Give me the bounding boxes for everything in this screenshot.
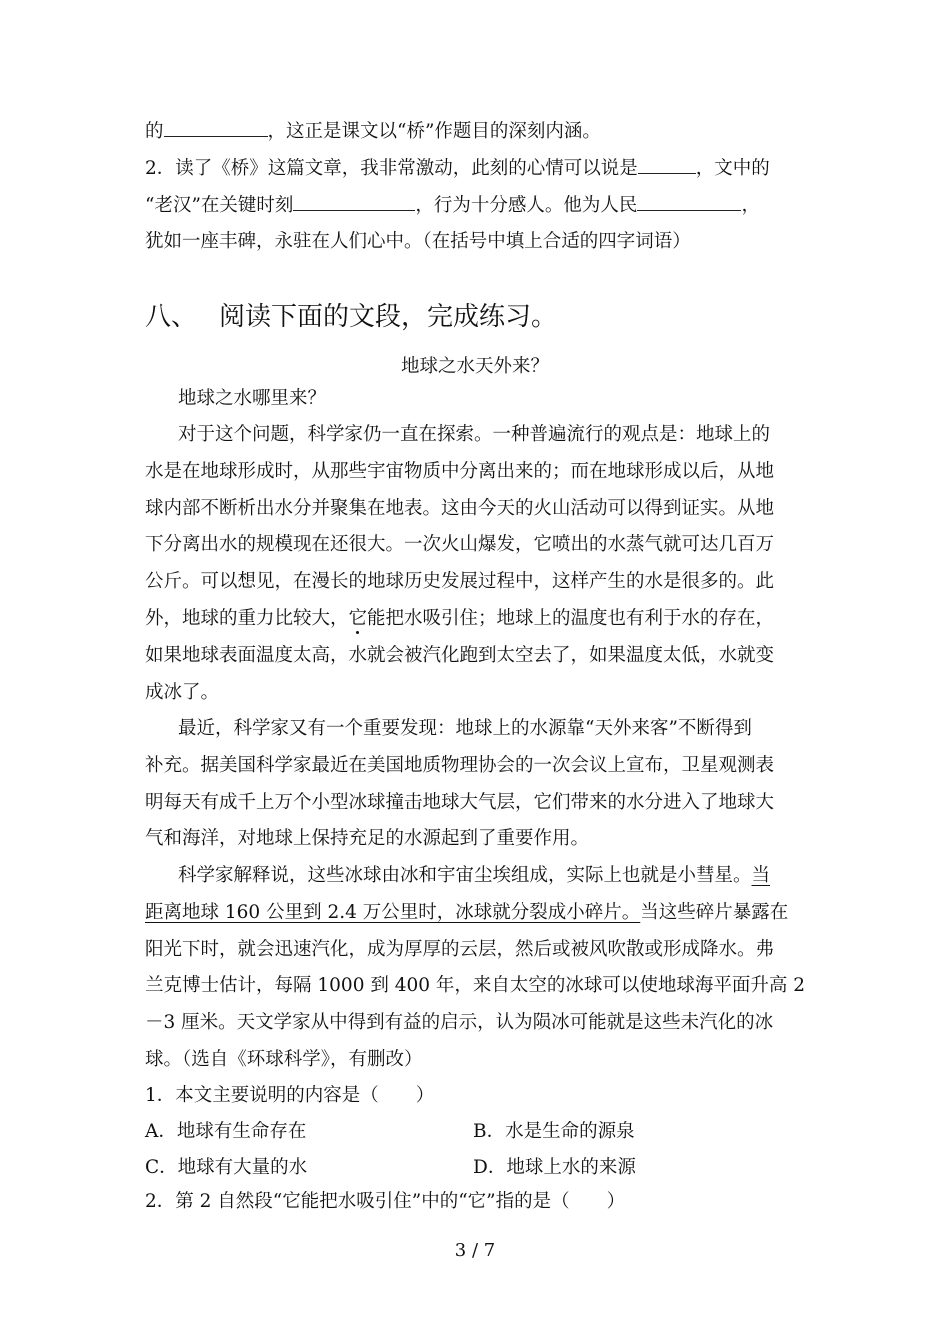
passage-title: 地球之水天外来？	[400, 356, 549, 377]
answer-blank[interactable]	[638, 155, 696, 174]
paragraph-line: 对于这个问题，科学家仍一直在探索。一种普遍流行的观点是：地球上的	[178, 424, 771, 445]
text-line: 犹如一座丰碑，永驻在人们心中。（在括号中填上合适的四字词语）	[145, 231, 691, 252]
question-1-options-row	[145, 1155, 765, 1181]
answer-blank[interactable]	[637, 192, 741, 211]
option-d[interactable]: D．地球上水的来源	[473, 1157, 636, 1178]
option-c[interactable]: C．地球有大量的水	[145, 1157, 308, 1178]
underlined-sentence: 距离地球 160 公里到 2.4 万公里时，冰球就分裂成小碎片。	[145, 902, 641, 923]
paragraph-line: 明每天有成千上万个小型冰球撞击地球大气层，它们带来的水分进入了地球大	[145, 792, 775, 813]
question-1: 1．本文主要说明的内容是（ ）	[145, 1085, 435, 1106]
paragraph-line: 球。（选自《环球科学》，有删改）	[145, 1049, 423, 1070]
emphasis-mark: 它	[348, 608, 368, 629]
paragraph-line: 补充。据美国科学家最近在美国地质物理协会的一次会议上宣布，卫星观测表	[145, 755, 775, 776]
question-2: 2．第 2 自然段“它能把水吸引住”中的“它”指的是（ ）	[145, 1191, 626, 1212]
paragraph-line: 科学家解释说，这些冰球由冰和宇宙尘埃组成，实际上也就是小彗星。当	[178, 865, 771, 886]
paragraph-line: 如果地球表面温度太高，水就会被汽化跑到太空去了，如果温度太低，水就变	[145, 645, 775, 666]
paragraph-line: 距离地球 160 公里到 2.4 万公里时，冰球就分裂成小碎片。当这些碎片暴露在	[145, 902, 789, 923]
paragraph-line: 成冰了。	[145, 682, 220, 703]
paragraph-line: 气和海洋，对地球上保持充足的水源起到了重要作用。	[145, 828, 590, 849]
paragraph-line: 公斤。可以想见，在漫长的地球历史发展过程中，这样产生的水是很多的。此	[145, 571, 775, 592]
paragraph-line: 兰克博士估计，每隔 1000 到 400 年，来自太空的冰球可以使地球海平面升高 2	[145, 975, 806, 996]
paragraph-line: 水是在地球形成时，从那些宇宙物质中分离出来的；而在地球形成以后，从地	[145, 461, 775, 482]
paragraph-line: 球内部不断析出水分并聚集在地表。这由今天的火山活动可以得到证实。从地	[145, 498, 775, 519]
question-1-options-row	[145, 1119, 765, 1145]
answer-blank[interactable]	[293, 192, 415, 211]
answer-blank[interactable]	[164, 118, 268, 137]
paragraph-line: 外，地球的重力比较大，它能把水吸引住；地球上的温度也有利于水的存在，	[145, 608, 775, 629]
option-b[interactable]: B．水是生命的源泉	[473, 1121, 635, 1142]
text-line: 的 ，这正是课文以“桥”作题目的深刻内涵。	[145, 118, 601, 145]
page-number: 3 / 7	[454, 1240, 496, 1261]
question-2-prompt: 2．读了《桥》这篇文章，我非常激动，此刻的心情可以说是 ，文中的	[145, 155, 770, 182]
text-line: “老汉”在关键时刻 ，行为十分感人。他为人民 ，	[145, 192, 760, 219]
paragraph-line: 地球之水哪里来？	[178, 388, 327, 409]
paragraph-line: 下分离出水的规模现在还很大。一次火山爆发，它喷出的水蒸气就可达几百万	[145, 534, 775, 555]
underlined-sentence: 当	[751, 865, 771, 886]
paragraph-line: 最近，科学家又有一个重要发现：地球上的水源靠“天外来客”不断得到	[178, 718, 752, 739]
paragraph-line: －3 厘米。天文学家从中得到有益的启示，认为陨冰可能就是这些未汽化的冰	[145, 1012, 774, 1033]
option-a[interactable]: A．地球有生命存在	[145, 1121, 307, 1142]
paragraph-line: 阳光下时，就会迅速汽化，成为厚厚的云层，然后或被风吹散或形成降水。弗	[145, 939, 775, 960]
section-heading: 八、 阅读下面的文段，完成练习。	[145, 302, 558, 332]
